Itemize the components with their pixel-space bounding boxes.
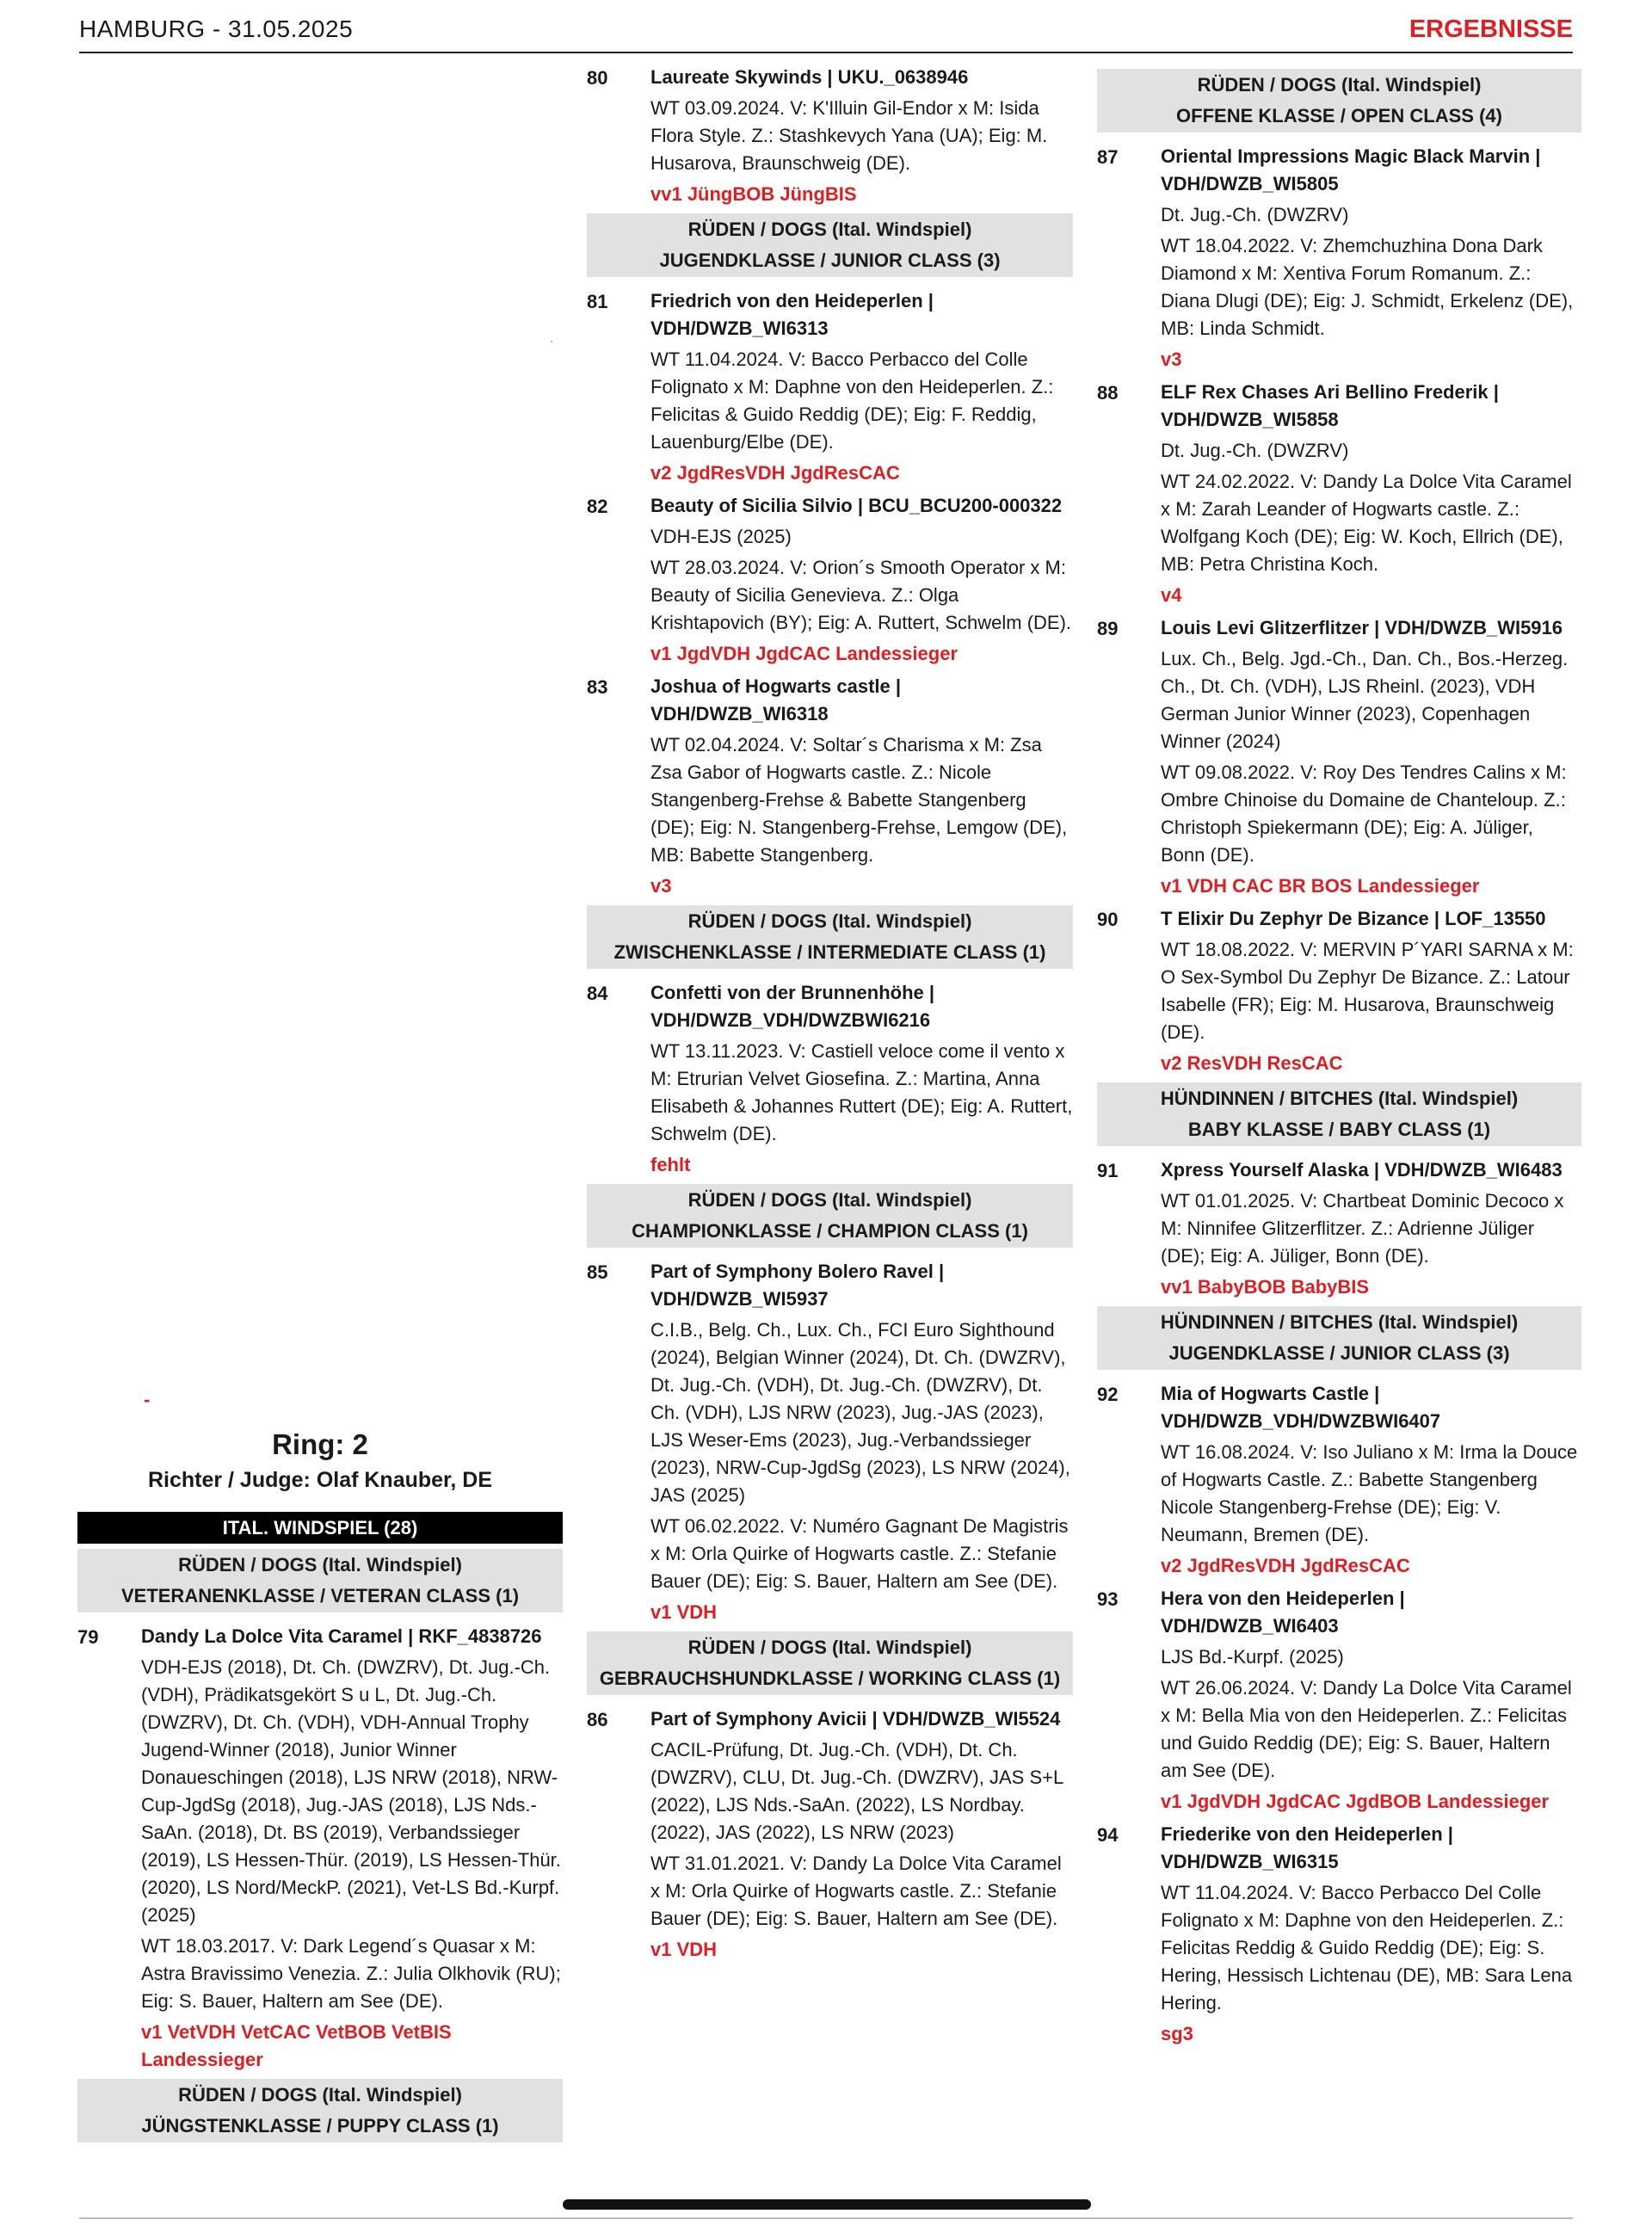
entry-body <box>650 1258 1073 1626</box>
entry-number: 89 <box>1097 618 1119 639</box>
dog-entry <box>1097 1585 1581 1816</box>
entry-number: 86 <box>587 1709 608 1730</box>
entry-body <box>1161 379 1581 609</box>
class-header <box>587 905 1073 969</box>
class-name-line: OFFENE KLASSE / OPEN CLASS (4) <box>1176 105 1502 126</box>
dog-entry <box>1097 1156 1581 1301</box>
class-name-line: JUGENDKLASSE / JUNIOR CLASS (3) <box>1168 1342 1510 1364</box>
entry-number: 84 <box>587 983 608 1004</box>
footer-rule <box>79 2217 1573 2219</box>
dog-name: Xpress Yourself Alaska | VDH/DWZB_WI6483 <box>1161 1159 1563 1181</box>
dog-entry <box>1097 905 1581 1077</box>
dog-entry <box>1097 1821 1581 2048</box>
dog-details: WT 24.02.2022. V: Dandy La Dolce Vita Caramel x M: Zarah Leander of Hogwarts castle. Z.: Wolfgang Koch (DE); Eig: W. Koch, Ellrich (DE), MB: Petra Christina Koch. <box>1161 471 1572 575</box>
result-label: v1 JgdVDH JgdCAC JgdBOB Landessieger <box>1161 1791 1550 1812</box>
class-name-line: CHAMPIONKLASSE / CHAMPION CLASS (1) <box>632 1220 1028 1242</box>
entry-body <box>1161 143 1581 373</box>
dog-titles: Lux. Ch., Belg. Jgd.-Ch., Dan. Ch., Bos.-Herzeg. Ch., Dt. Ch. (VDH), LJS Rheinl. (2023), VDH German Junior Winner (2023), Copenhagen Winner (2024) <box>1161 648 1569 752</box>
dog-name: Friederike von den Heideperlen | VDH/DWZB_WI6315 <box>1161 1823 1453 1872</box>
result-label: v1 JgdVDH JgdCAC Landessieger <box>650 643 958 664</box>
dog-titles: C.I.B., Belg. Ch., Lux. Ch., FCI Euro Sighthound (2024), Belgian Winner (2024), Dt. Ch. (DWZRV), Dt. Jug.-Ch. (VDH), Dt. Jug.-Ch. (DWZRV), Dt. Ch. (VDH), LJS NRW (2023), Jug.-JAS (2023), LJS Weser-Ems (2023), Jug.-Verbandssieger (2023), NRW-Cup-JgdSg (2023), LS NRW (2024), JAS (2025) <box>650 1319 1070 1506</box>
entry-number: 92 <box>1097 1384 1119 1405</box>
entry-body <box>1161 1380 1581 1580</box>
dog-name: T Elixir Du Zephyr De Bizance | LOF_13550 <box>1161 908 1546 929</box>
class-name-line: VETERANENKLASSE / VETERAN CLASS (1) <box>120 1585 520 1606</box>
class-name-line: JUGENDKLASSE / JUNIOR CLASS (3) <box>659 250 1001 271</box>
entry-number: 79 <box>77 1626 99 1648</box>
class-sex-line: RÜDEN / DOGS (Ital. Windspiel) <box>687 910 972 932</box>
dog-name: Oriental Impressions Magic Black Marvin | VDH/DWZB_WI5805 <box>1161 145 1541 194</box>
dog-details: WT 11.04.2024. V: Bacco Perbacco del Colle Folignato x M: Daphne von den Heideperlen. Z.: Felicitas & Guido Reddig (DE); Eig: F. Reddig, Lauenburg/Elbe (DE). <box>650 348 1054 453</box>
dog-details: WT 03.09.2024. V: K'Illuin Gil-Endor x M: Isida Flora Style. Z.: Stashkevych Yana (UA); Eig: M. Husarova, Braunschweig (DE). <box>650 97 1048 174</box>
dog-entry <box>587 1705 1073 1964</box>
dog-name: Louis Levi Glitzerflitzer | VDH/DWZB_WI5916 <box>1161 617 1563 638</box>
dog-name: Friedrich von den Heideperlen | VDH/DWZB_WI6313 <box>650 290 934 339</box>
result-label: v2 JgdResVDH JgdResCAC <box>650 462 900 484</box>
class-header <box>1097 1082 1581 1146</box>
result-label: v1 VDH <box>650 1601 718 1623</box>
stray-dot <box>551 341 552 342</box>
entry-body <box>650 492 1073 668</box>
dog-entry <box>1097 143 1581 373</box>
dog-name: Mia of Hogwarts Castle | VDH/DWZB_VDH/DWZBWI6407 <box>1161 1383 1441 1432</box>
red-dash-marker: - <box>144 1389 151 1410</box>
result-label: v1 VDH <box>650 1939 718 1960</box>
result-label: v3 <box>1161 348 1182 370</box>
result-label: vv1 JüngBOB JüngBIS <box>650 183 857 205</box>
dog-titles: Dt. Jug.-Ch. (DWZRV) <box>1161 204 1349 225</box>
dog-titles: LJS Bd.-Kurpf. (2025) <box>1161 1646 1344 1668</box>
class-header <box>77 1549 563 1612</box>
dog-name: Dandy La Dolce Vita Caramel | RKF_4838726 <box>141 1625 542 1647</box>
entry-number: 93 <box>1097 1588 1119 1610</box>
dog-entry <box>77 1623 563 2074</box>
class-sex-line: RÜDEN / DOGS (Ital. Windspiel) <box>687 1189 972 1211</box>
entry-body <box>1161 905 1581 1077</box>
result-label: v1 VDH CAC BR BOS Landessieger <box>1161 875 1480 897</box>
dog-details: WT 26.06.2024. V: Dandy La Dolce Vita Caramel x M: Bella Mia von den Heideperlen. Z.: Felicitas und Guido Reddig (DE); Eig: S. Bauer, Haltern am See (DE). <box>1161 1677 1572 1781</box>
entry-number: 82 <box>587 496 608 517</box>
entry-number: 83 <box>587 676 608 698</box>
entry-body <box>650 287 1073 487</box>
dog-entry <box>1097 614 1581 900</box>
dog-entry <box>1097 1380 1581 1580</box>
dog-name: Joshua of Hogwarts castle | VDH/DWZB_WI6318 <box>650 675 902 725</box>
dog-details: WT 13.11.2023. V: Castiell veloce come il vento x M: Etrurian Velvet Giosefina. Z.: Martina, Anna Elisabeth & Johannes Ruttert (DE); Eig: A. Ruttert, Schwelm (DE). <box>650 1040 1073 1144</box>
dog-name: Part of Symphony Avicii | VDH/DWZB_WI5524 <box>650 1708 1061 1730</box>
result-label: v1 VetVDH VetCAC VetBOB VetBIS Landessieger <box>141 2021 452 2070</box>
dog-entry <box>587 1258 1073 1626</box>
dog-details: WT 18.08.2022. V: MERVIN P´YARI SARNA x M: O Sex-Symbol Du Zephyr De Bizance. Z.: Latour Isabelle (FR); Eig: M. Husarova, Braunschweig (DE). <box>1161 939 1574 1043</box>
dog-titles: CACIL-Prüfung, Dt. Jug.-Ch. (VDH), Dt. Ch. (DWZRV), CLU, Dt. Jug.-Ch. (DWZRV), JAS S+L (2022), LJS Nds.-SaAn. (2022), LS Nordbay. (2022), JAS (2022), LS NRW (2023) <box>650 1739 1063 1843</box>
class-header <box>77 2079 563 2143</box>
column-3-entries <box>1097 64 1581 2053</box>
entry-body <box>1161 614 1581 900</box>
class-header <box>1097 69 1581 133</box>
class-header <box>587 1631 1073 1695</box>
entry-number: 91 <box>1097 1160 1119 1181</box>
class-sex-line: RÜDEN / DOGS (Ital. Windspiel) <box>687 1637 972 1658</box>
result-label: v2 JgdResVDH JgdResCAC <box>1161 1555 1410 1576</box>
class-sex-line: RÜDEN / DOGS (Ital. Windspiel) <box>687 219 972 240</box>
page-header <box>79 14 1573 53</box>
entry-body <box>1161 1821 1581 2048</box>
entry-body <box>650 979 1073 1179</box>
judge-line: Richter / Judge: Olaf Knauber, DE <box>147 1468 493 1492</box>
class-sex-line: RÜDEN / DOGS (Ital. Windspiel) <box>178 2084 462 2106</box>
dog-titles: Dt. Jug.-Ch. (DWZRV) <box>1161 440 1349 461</box>
dog-titles: VDH-EJS (2018), Dt. Ch. (DWZRV), Dt. Jug.-Ch. (VDH), Prädikatsgekört S u L, Dt. Jug.-Ch. (DWZRV), Dt. Ch. (VDH), VDH-Annual Trophy Jugend-Winner (2018), Junior Winner Donaueschingen (2018), LJS NRW (2018), NRW-Cup-JgdSg (2018), Jug.-JAS (2018), LJS Nds.-SaAn. (2018), Dt. BS (2019), Verbandssieger (2019), LS Hessen-Thür. (2019), LS Hessen-Thür. (2020), LS Nord/MeckP. (2021), Vet-LS Bd.-Kurpf. (2025) <box>141 1656 561 1926</box>
ring-info <box>77 1392 563 2153</box>
class-header <box>1097 1306 1581 1370</box>
dog-titles: VDH-EJS (2025) <box>650 526 792 547</box>
dog-details: WT 02.04.2024. V: Soltar´s Charisma x M: Zsa Zsa Gabor of Hogwarts castle. Z.: Nicole Stangenberg-Frehse & Babette Stangenberg (DE); Eig: N. Stangenberg-Frehse, Lemgow (DE), MB: Babette Stangenberg. <box>650 734 1068 866</box>
result-label: v2 ResVDH ResCAC <box>1161 1052 1343 1074</box>
class-header <box>587 213 1073 277</box>
result-label: sg3 <box>1161 2023 1193 2044</box>
entry-number: 90 <box>1097 909 1119 930</box>
dog-details: WT 18.03.2017. V: Dark Legend´s Quasar x M: Astra Bravissimo Venezia. Z.: Julia Olkhovik (RU); Eig: S. Bauer, Haltern am See (DE). <box>141 1935 561 2012</box>
dog-details: WT 09.08.2022. V: Roy Des Tendres Calins x M: Ombre Chinoise du Domaine de Chanteloup. Z.: Christoph Spiekermann (DE); Eig: A. Jüliger, Bonn (DE). <box>1161 762 1567 866</box>
class-sex-line: RÜDEN / DOGS (Ital. Windspiel) <box>1197 74 1482 96</box>
entry-number: 88 <box>1097 382 1119 404</box>
entry-body <box>650 64 1073 208</box>
ring-title: Ring: 2 <box>272 1428 368 1460</box>
class-sex-line: HÜNDINNEN / BITCHES (Ital. Windspiel) <box>1160 1088 1519 1109</box>
dog-name: Confetti von der Brunnenhöhe | VDH/DWZB_VDH/DWZBWI6216 <box>650 982 935 1031</box>
class-name-line: GEBRAUCHSHUNDKLASSE / WORKING CLASS (1) <box>599 1668 1061 1689</box>
dog-details: WT 11.04.2024. V: Bacco Perbacco Del Colle Folignato x M: Daphne von den Heideperlen. Z.: Felicitas Reddig & Guido Reddig (DE); Eig: S. Hering, Hessisch Lichtenau (DE), MB: Sara Lena Hering. <box>1161 1882 1573 2013</box>
column-2-entries <box>587 64 1073 1969</box>
dog-name: Part of Symphony Bolero Ravel | VDH/DWZB_WI5937 <box>650 1261 945 1310</box>
dog-name: Laureate Skywinds | UKU._0638946 <box>650 66 969 88</box>
dog-entry <box>1097 379 1581 609</box>
entry-number: 94 <box>1097 1824 1119 1846</box>
entry-number: 80 <box>587 67 608 89</box>
section-title: ERGEBNISSE <box>1409 15 1573 43</box>
result-label: fehlt <box>650 1154 691 1175</box>
result-label: v4 <box>1161 584 1182 606</box>
scroll-indicator[interactable] <box>563 2199 1091 2210</box>
entry-body <box>1161 1156 1581 1301</box>
result-label: vv1 BabyBOB BabyBIS <box>1161 1276 1370 1298</box>
dog-details: WT 18.04.2022. V: Zhemchuzhina Dona Dark Diamond x M: Xentiva Forum Romanum. Z.: Diana Dlugi (DE); Eig: J. Schmidt, Erkelenz (DE), MB: Linda Schmidt. <box>1161 235 1574 339</box>
entry-number: 85 <box>587 1261 608 1283</box>
entry-body <box>650 1705 1073 1964</box>
class-header <box>587 1184 1073 1248</box>
dog-entry <box>587 64 1073 208</box>
class-sex-line: RÜDEN / DOGS (Ital. Windspiel) <box>178 1554 462 1575</box>
column-1-entries <box>77 1549 563 2143</box>
dog-details: WT 31.01.2021. V: Dandy La Dolce Vita Caramel x M: Orla Quirke of Hogwarts castle. Z.: Stefanie Bauer (DE); Eig: S. Bauer, Haltern am See (DE). <box>650 1853 1062 1929</box>
dog-entry <box>587 673 1073 900</box>
dog-details: WT 28.03.2024. V: Orion´s Smooth Operator x M: Beauty of Sicilia Genevieva. Z.: Olga Krishtapovich (BY); Eig: A. Ruttert, Schwelm (DE). <box>650 557 1072 633</box>
dog-entry <box>587 492 1073 668</box>
class-name-line: ZWISCHENKLASSE / INTERMEDIATE CLASS (1) <box>613 941 1046 963</box>
dog-name: Beauty of Sicilia Silvio | BCU_BCU200-000322 <box>650 495 1063 516</box>
breed-header: ITAL. WINDSPIEL (28) <box>77 1512 563 1544</box>
entry-body <box>141 1623 563 2074</box>
result-label: v3 <box>650 875 672 897</box>
class-name-line: BABY KLASSE / BABY CLASS (1) <box>1187 1119 1491 1140</box>
entry-body <box>1161 1585 1581 1816</box>
dog-entry <box>587 287 1073 487</box>
dog-details: WT 06.02.2022. V: Numéro Gagnant De Magistris x M: Orla Quirke of Hogwarts castle. Z.: Stefanie Bauer (DE); Eig: S. Bauer, Haltern am See (DE). <box>650 1515 1069 1592</box>
entry-number: 87 <box>1097 146 1119 168</box>
dog-entry <box>587 979 1073 1179</box>
dog-details: WT 16.08.2024. V: Iso Juliano x M: Irma la Douce of Hogwarts Castle. Z.: Babette Stangenberg Nicole Stangenberg-Frehse (DE); Eig: V. Neumann, Bremen (DE). <box>1161 1441 1578 1545</box>
dog-name: ELF Rex Chases Ari Bellino Frederik | VDH/DWZB_WI5858 <box>1161 381 1499 430</box>
class-sex-line: HÜNDINNEN / BITCHES (Ital. Windspiel) <box>1160 1311 1519 1333</box>
dog-details: WT 01.01.2025. V: Chartbeat Dominic Decoco x M: Ninnifee Glitzerflitzer. Z.: Adrienne Jüliger (DE); Eig: A. Jüliger, Bonn (DE). <box>1161 1190 1564 1267</box>
dog-name: Hera von den Heideperlen | VDH/DWZB_WI6403 <box>1161 1588 1405 1637</box>
location-date: HAMBURG - 31.05.2025 <box>79 15 354 42</box>
entry-number: 81 <box>587 291 608 312</box>
class-name-line: JÜNGSTENKLASSE / PUPPY CLASS (1) <box>141 2115 499 2137</box>
entry-body <box>650 673 1073 900</box>
